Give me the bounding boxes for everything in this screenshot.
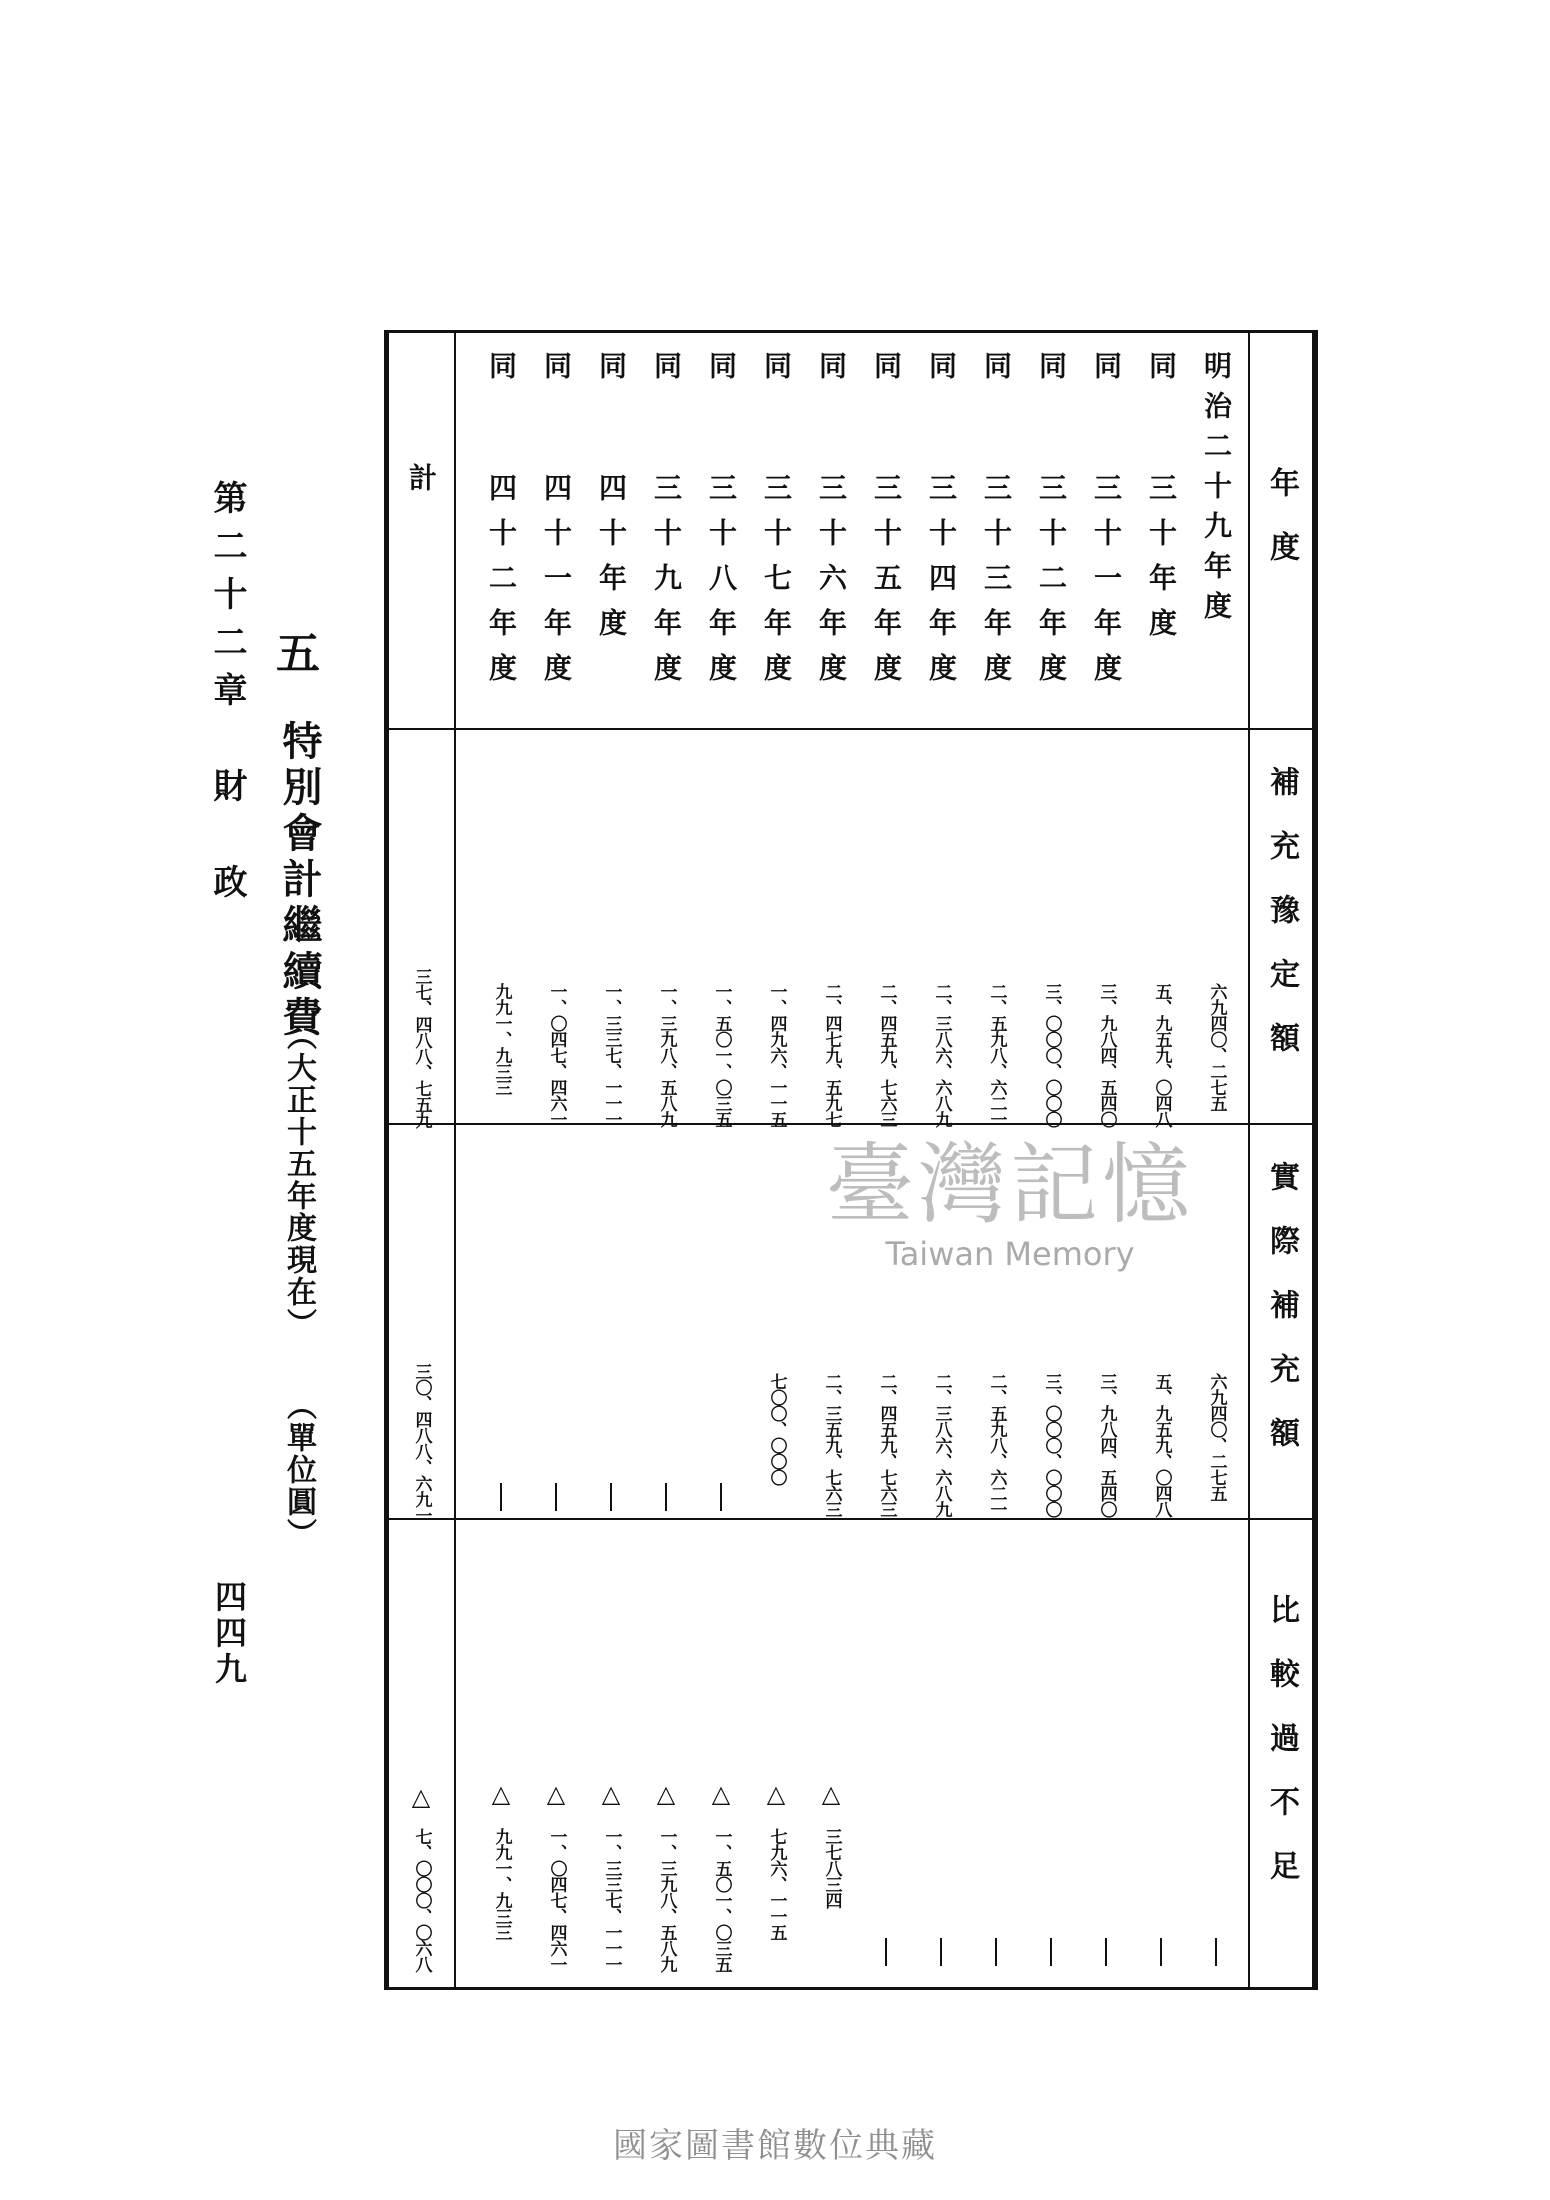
- row-year: 三十五年度: [870, 473, 903, 698]
- watermark: [760, 1115, 1260, 1273]
- row-diff: 一、〇四七、四六一: [546, 1828, 567, 1972]
- header-actual: 實際補充額: [1264, 1160, 1299, 1481]
- row-same-mark: 同: [980, 351, 1013, 379]
- row-diff-empty-dash: [885, 1938, 887, 1966]
- row-year: 四十一年度: [540, 473, 573, 698]
- row-planned: 二、四五九、七六三: [876, 983, 897, 1127]
- watermark-en: Taiwan Memory: [885, 1235, 1135, 1273]
- row-actual-empty-dash: [720, 1483, 722, 1511]
- row-diff-mark: △: [656, 1780, 676, 1808]
- row-diff-empty-dash: [995, 1938, 997, 1966]
- header-year: 年度: [1264, 466, 1299, 595]
- row-diff-mark: △: [601, 1780, 621, 1808]
- row-actual: 二、四五九、七六三: [876, 1373, 897, 1517]
- row-planned: 一、三三七、一一一: [601, 983, 622, 1127]
- row-actual: 二、三五九、七六三: [821, 1373, 842, 1517]
- row-same-mark: 同: [650, 351, 683, 379]
- row-year: 四十二年度: [485, 473, 518, 698]
- row-same-mark: 同: [1035, 351, 1068, 379]
- row-year: 三十一年度: [1090, 473, 1123, 698]
- row-same-mark: 同: [485, 351, 518, 379]
- row-year: 三十年度: [1145, 473, 1178, 653]
- row-year: 三十三年度: [980, 473, 1013, 698]
- row-same-mark: 同: [870, 351, 903, 379]
- row-same-mark: 同: [760, 351, 793, 379]
- row-planned: 一、五〇一、〇三五: [711, 983, 732, 1127]
- chapter-title: 第二十二章 財 政: [207, 480, 247, 912]
- row-planned: 三、〇〇〇、〇〇〇: [1041, 983, 1062, 1127]
- row-same-mark: 同: [1090, 351, 1123, 379]
- row-year: 三十四年度: [925, 473, 958, 698]
- row-year: 三十七年度: [760, 473, 793, 698]
- table-row: [640, 333, 692, 1990]
- total-column: [395, 333, 447, 1990]
- row-same-mark: 同: [705, 351, 738, 379]
- section-subtitle: （大正十五年度現在）: [281, 1020, 316, 1340]
- total-planned: 三七、四八八、七五九: [411, 968, 432, 1128]
- row-planned: 九九一、九三三: [491, 983, 512, 1095]
- row-same-mark: 同: [925, 351, 958, 379]
- row-diff-mark: △: [546, 1780, 566, 1808]
- row-diff-mark: △: [821, 1780, 841, 1808]
- row-same-mark: 同: [540, 351, 573, 379]
- row-planned: 一、四九六、一一五: [766, 983, 787, 1127]
- row-year: 明治二十九年度: [1200, 351, 1233, 631]
- total-label: 計: [405, 463, 438, 491]
- row-same-mark: 同: [595, 351, 628, 379]
- row-actual: 三、〇〇〇、〇〇〇: [1041, 1373, 1062, 1517]
- row-diff-empty-dash: [940, 1938, 942, 1966]
- row-actual: 六九四〇、二七五: [1206, 1373, 1227, 1501]
- row-planned: 二、五九八、六二一: [986, 983, 1007, 1127]
- table-row: [530, 333, 582, 1990]
- row-diff-mark: △: [711, 1780, 731, 1808]
- row-planned: 六九四〇、二七五: [1206, 983, 1227, 1111]
- header-diff: 比較過不足: [1264, 1594, 1299, 1914]
- row-diff: 七九六、一一五: [766, 1828, 787, 1940]
- row-actual: 五、九五九、〇四八: [1151, 1373, 1172, 1517]
- row-year: 三十八年度: [705, 473, 738, 698]
- table-row: [695, 333, 747, 1990]
- row-year: 三十二年度: [1035, 473, 1068, 698]
- row-diff: 三七八三四: [821, 1828, 842, 1908]
- row-planned: 二、四七九、五九七: [821, 983, 842, 1127]
- row-diff-empty-dash: [1160, 1938, 1162, 1966]
- row-actual-empty-dash: [610, 1483, 612, 1511]
- row-year: 四十年度: [595, 473, 628, 653]
- row-planned: 一、三九八、五八九: [656, 983, 677, 1127]
- section-number: 五: [268, 630, 319, 674]
- row-actual: 二、三八六、六八九: [931, 1373, 952, 1517]
- table-row: [585, 333, 637, 1990]
- row-planned: 一、〇四七、四六一: [546, 983, 567, 1127]
- row-planned: 三、九八四、五四〇: [1096, 983, 1117, 1127]
- row-actual-empty-dash: [555, 1483, 557, 1511]
- row-diff-mark: △: [491, 1780, 511, 1808]
- row-actual: 二、五九八、六二一: [986, 1373, 1007, 1517]
- row-diff-mark: △: [766, 1780, 786, 1808]
- footer-credit: 國家圖書館數位典藏: [613, 2126, 937, 2166]
- row-diff: 九九一、九三三: [491, 1828, 512, 1940]
- row-year: 三十六年度: [815, 473, 848, 698]
- header-planned: 補充豫定額: [1264, 765, 1299, 1086]
- row-actual: 七〇〇、〇〇〇: [766, 1373, 787, 1485]
- row-actual: 三、九八四、五四〇: [1096, 1373, 1117, 1517]
- row-diff: 一、三九八、五八九: [656, 1828, 677, 1972]
- row-diff-empty-dash: [1215, 1938, 1217, 1966]
- row-same-mark: 同: [1145, 351, 1178, 379]
- row-diff-empty-dash: [1050, 1938, 1052, 1966]
- section-title: 特別會計繼續費: [276, 720, 323, 1042]
- section-unit: （單位圓）: [281, 1390, 316, 1550]
- row-diff: 一、三三七、一一一: [601, 1828, 622, 1972]
- total-diff: 七、〇〇〇、〇六八: [411, 1828, 432, 1972]
- row-planned: 五、九五九、〇四八: [1151, 983, 1172, 1127]
- row-actual-empty-dash: [665, 1483, 667, 1511]
- total-actual: 三〇、四八八、六九一: [411, 1363, 432, 1523]
- total-divider: [454, 333, 456, 1987]
- row-same-mark: 同: [815, 351, 848, 379]
- total-diff-mark: △: [411, 1783, 431, 1811]
- row-year: 三十九年度: [650, 473, 683, 698]
- row-planned: 二、三八六、六八九: [931, 983, 952, 1127]
- row-actual-empty-dash: [500, 1483, 502, 1511]
- watermark-cn: 臺灣記憶: [825, 1133, 1194, 1236]
- table-row: [475, 333, 527, 1990]
- row-diff: 一、五〇一、〇三五: [711, 1828, 732, 1972]
- page-number: 四四九: [210, 1580, 248, 1688]
- row-diff-empty-dash: [1105, 1938, 1107, 1966]
